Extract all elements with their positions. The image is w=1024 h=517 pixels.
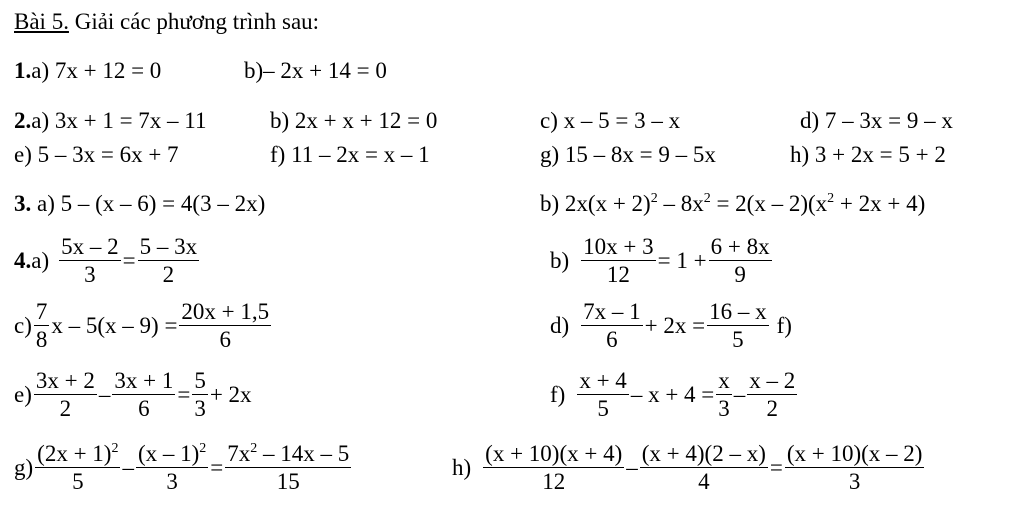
fraction (179, 298, 271, 353)
denominator: 3 (194, 396, 206, 421)
fraction (35, 440, 120, 495)
problem-3a (14, 190, 265, 218)
expression-text: = 1 + (657, 247, 707, 273)
operator: – (626, 454, 638, 480)
problem-4c (14, 298, 273, 353)
denominator: 9 (734, 262, 746, 287)
problem-1-number: 1. (14, 58, 32, 83)
fraction (34, 367, 97, 422)
fraction (785, 440, 925, 495)
problem-3b-part: – 8x (657, 191, 704, 216)
problem-label: b) (550, 247, 570, 273)
problem-2f: f) 11 – 2x = x – 1 (270, 142, 430, 167)
numerator: (x + 10)(x – 2) (786, 441, 923, 466)
problem-2c: c) x – 5 = 3 – x (540, 108, 681, 133)
exponent: 2 (111, 441, 119, 456)
denominator: 6 (606, 327, 618, 352)
numerator: 5 (194, 368, 206, 393)
denominator: 12 (606, 262, 630, 287)
problem-1a-text: a) 7x + 12 = 0 (31, 58, 162, 83)
fraction (709, 233, 772, 288)
problem-3b-part: = 2(x – 2)(x (710, 191, 828, 216)
problem-4a (14, 233, 201, 288)
fraction (112, 367, 175, 422)
problem-4g (14, 440, 353, 495)
problem-label: g) (14, 454, 34, 480)
problem-label: h) (452, 454, 472, 480)
numerator: (x + 10)(x + 4) (485, 441, 623, 466)
problem-4e (14, 367, 252, 422)
fraction (747, 367, 797, 422)
numerator-text: (x – 1) (137, 441, 200, 466)
exercise-instruction: Giải các phương trình sau: (68, 9, 320, 34)
problem-4d (550, 298, 792, 353)
problem-1a (14, 57, 161, 85)
fraction (707, 298, 769, 353)
numerator: x + 4 (579, 368, 627, 393)
numerator: 10x + 3 (583, 234, 654, 259)
problem-label: a) (31, 247, 50, 273)
problem-1b: b)– 2x + 14 = 0 (244, 58, 387, 83)
problem-2a (14, 107, 206, 135)
expression-text: + 2x (209, 381, 252, 407)
denominator: 3 (166, 469, 178, 494)
problem-label: e) (14, 381, 32, 407)
problem-4b (550, 233, 774, 288)
problem-2d: d) 7 – 3x = 9 – x (800, 108, 953, 133)
operator: = (210, 454, 224, 480)
problem-3-number: 3. (14, 191, 32, 216)
operator: – (122, 454, 134, 480)
fraction (225, 440, 351, 495)
operator: = (769, 454, 783, 480)
expression-text: + 2x = (644, 312, 706, 338)
numerator (225, 440, 351, 468)
fraction (581, 298, 643, 353)
numerator: 5 – 3x (139, 234, 198, 259)
problem-label: c) (14, 312, 32, 338)
numerator: (x + 4)(2 – x) (641, 441, 766, 466)
numerator (35, 440, 120, 468)
fraction (34, 298, 50, 353)
numerator-text: 7x (227, 441, 251, 466)
exponent: 2 (250, 441, 258, 456)
denominator: 5 (597, 396, 609, 421)
denominator: 6 (219, 327, 232, 352)
numerator: x – 2 (749, 368, 796, 393)
operator: = (122, 247, 136, 273)
numerator: 20x + 1,5 (181, 299, 270, 324)
problem-3b (540, 190, 925, 218)
numerator-text: – 14x – 5 (257, 441, 350, 466)
problem-2h: h) 3 + 2x = 5 + 2 (790, 142, 946, 167)
denominator: 5 (72, 469, 84, 494)
numerator: 16 – x (709, 299, 767, 324)
numerator (136, 440, 208, 468)
fraction (577, 367, 628, 422)
denominator: 15 (276, 469, 300, 494)
problem-2g: g) 15 – 8x = 9 – 5x (540, 142, 716, 167)
fraction (483, 440, 624, 495)
problem-2-number: 2. (14, 108, 32, 133)
problem-2e: e) 5 – 3x = 6x + 7 (14, 142, 179, 167)
denominator: 2 (766, 396, 779, 421)
problem-3a-text: a) 5 – (x – 6) = 4(3 – 2x) (31, 191, 266, 216)
fraction (59, 233, 121, 288)
fraction (138, 233, 200, 288)
problem-label: f) (550, 381, 566, 407)
denominator: 8 (35, 327, 48, 352)
denominator: 4 (698, 469, 710, 494)
operator: – (733, 381, 746, 407)
numerator-text: (2x + 1) (37, 441, 112, 466)
numerator: 3x + 1 (114, 368, 174, 393)
operator: = (177, 381, 191, 407)
numerator: 7 (35, 299, 48, 324)
problem-4h (452, 440, 926, 495)
problem-label: f) (776, 312, 792, 338)
exponent: 2 (199, 441, 207, 456)
denominator: 3 (718, 396, 730, 421)
operator: – (98, 381, 111, 407)
fraction (716, 367, 732, 422)
expression-text: x – 5(x – 9) = (51, 312, 178, 338)
problem-3b-part: b) 2x(x + 2) (540, 191, 651, 216)
denominator: 12 (542, 469, 566, 494)
expression-text: – x + 4 = (630, 381, 715, 407)
problem-label: d) (550, 312, 570, 338)
denominator: 5 (732, 327, 744, 352)
denominator: 3 (84, 262, 96, 287)
numerator: x (718, 368, 730, 393)
numerator: 5x – 2 (61, 234, 119, 259)
problem-2b: b) 2x + x + 12 = 0 (270, 108, 438, 133)
denominator: 6 (138, 396, 150, 421)
numerator: 3x + 2 (35, 368, 95, 393)
exponent: 2 (650, 191, 658, 206)
problem-3b-part: + 2x + 4) (834, 191, 926, 216)
exponent: 2 (703, 191, 711, 206)
problem-2a-text: a) 3x + 1 = 7x – 11 (31, 108, 207, 133)
problem-4f (550, 367, 799, 422)
denominator: 3 (848, 469, 861, 494)
exercise-title (14, 8, 319, 36)
problem-4-number: 4. (14, 247, 32, 273)
numerator: 6 + 8x (710, 234, 770, 259)
denominator: 2 (162, 262, 175, 287)
exercise-number: Bài 5. (14, 9, 69, 34)
denominator: 2 (59, 396, 72, 421)
numerator: 7x – 1 (583, 299, 641, 324)
fraction (640, 440, 768, 495)
fraction (136, 440, 208, 495)
fraction (192, 367, 208, 422)
exponent: 2 (827, 191, 835, 206)
fraction (581, 233, 655, 288)
